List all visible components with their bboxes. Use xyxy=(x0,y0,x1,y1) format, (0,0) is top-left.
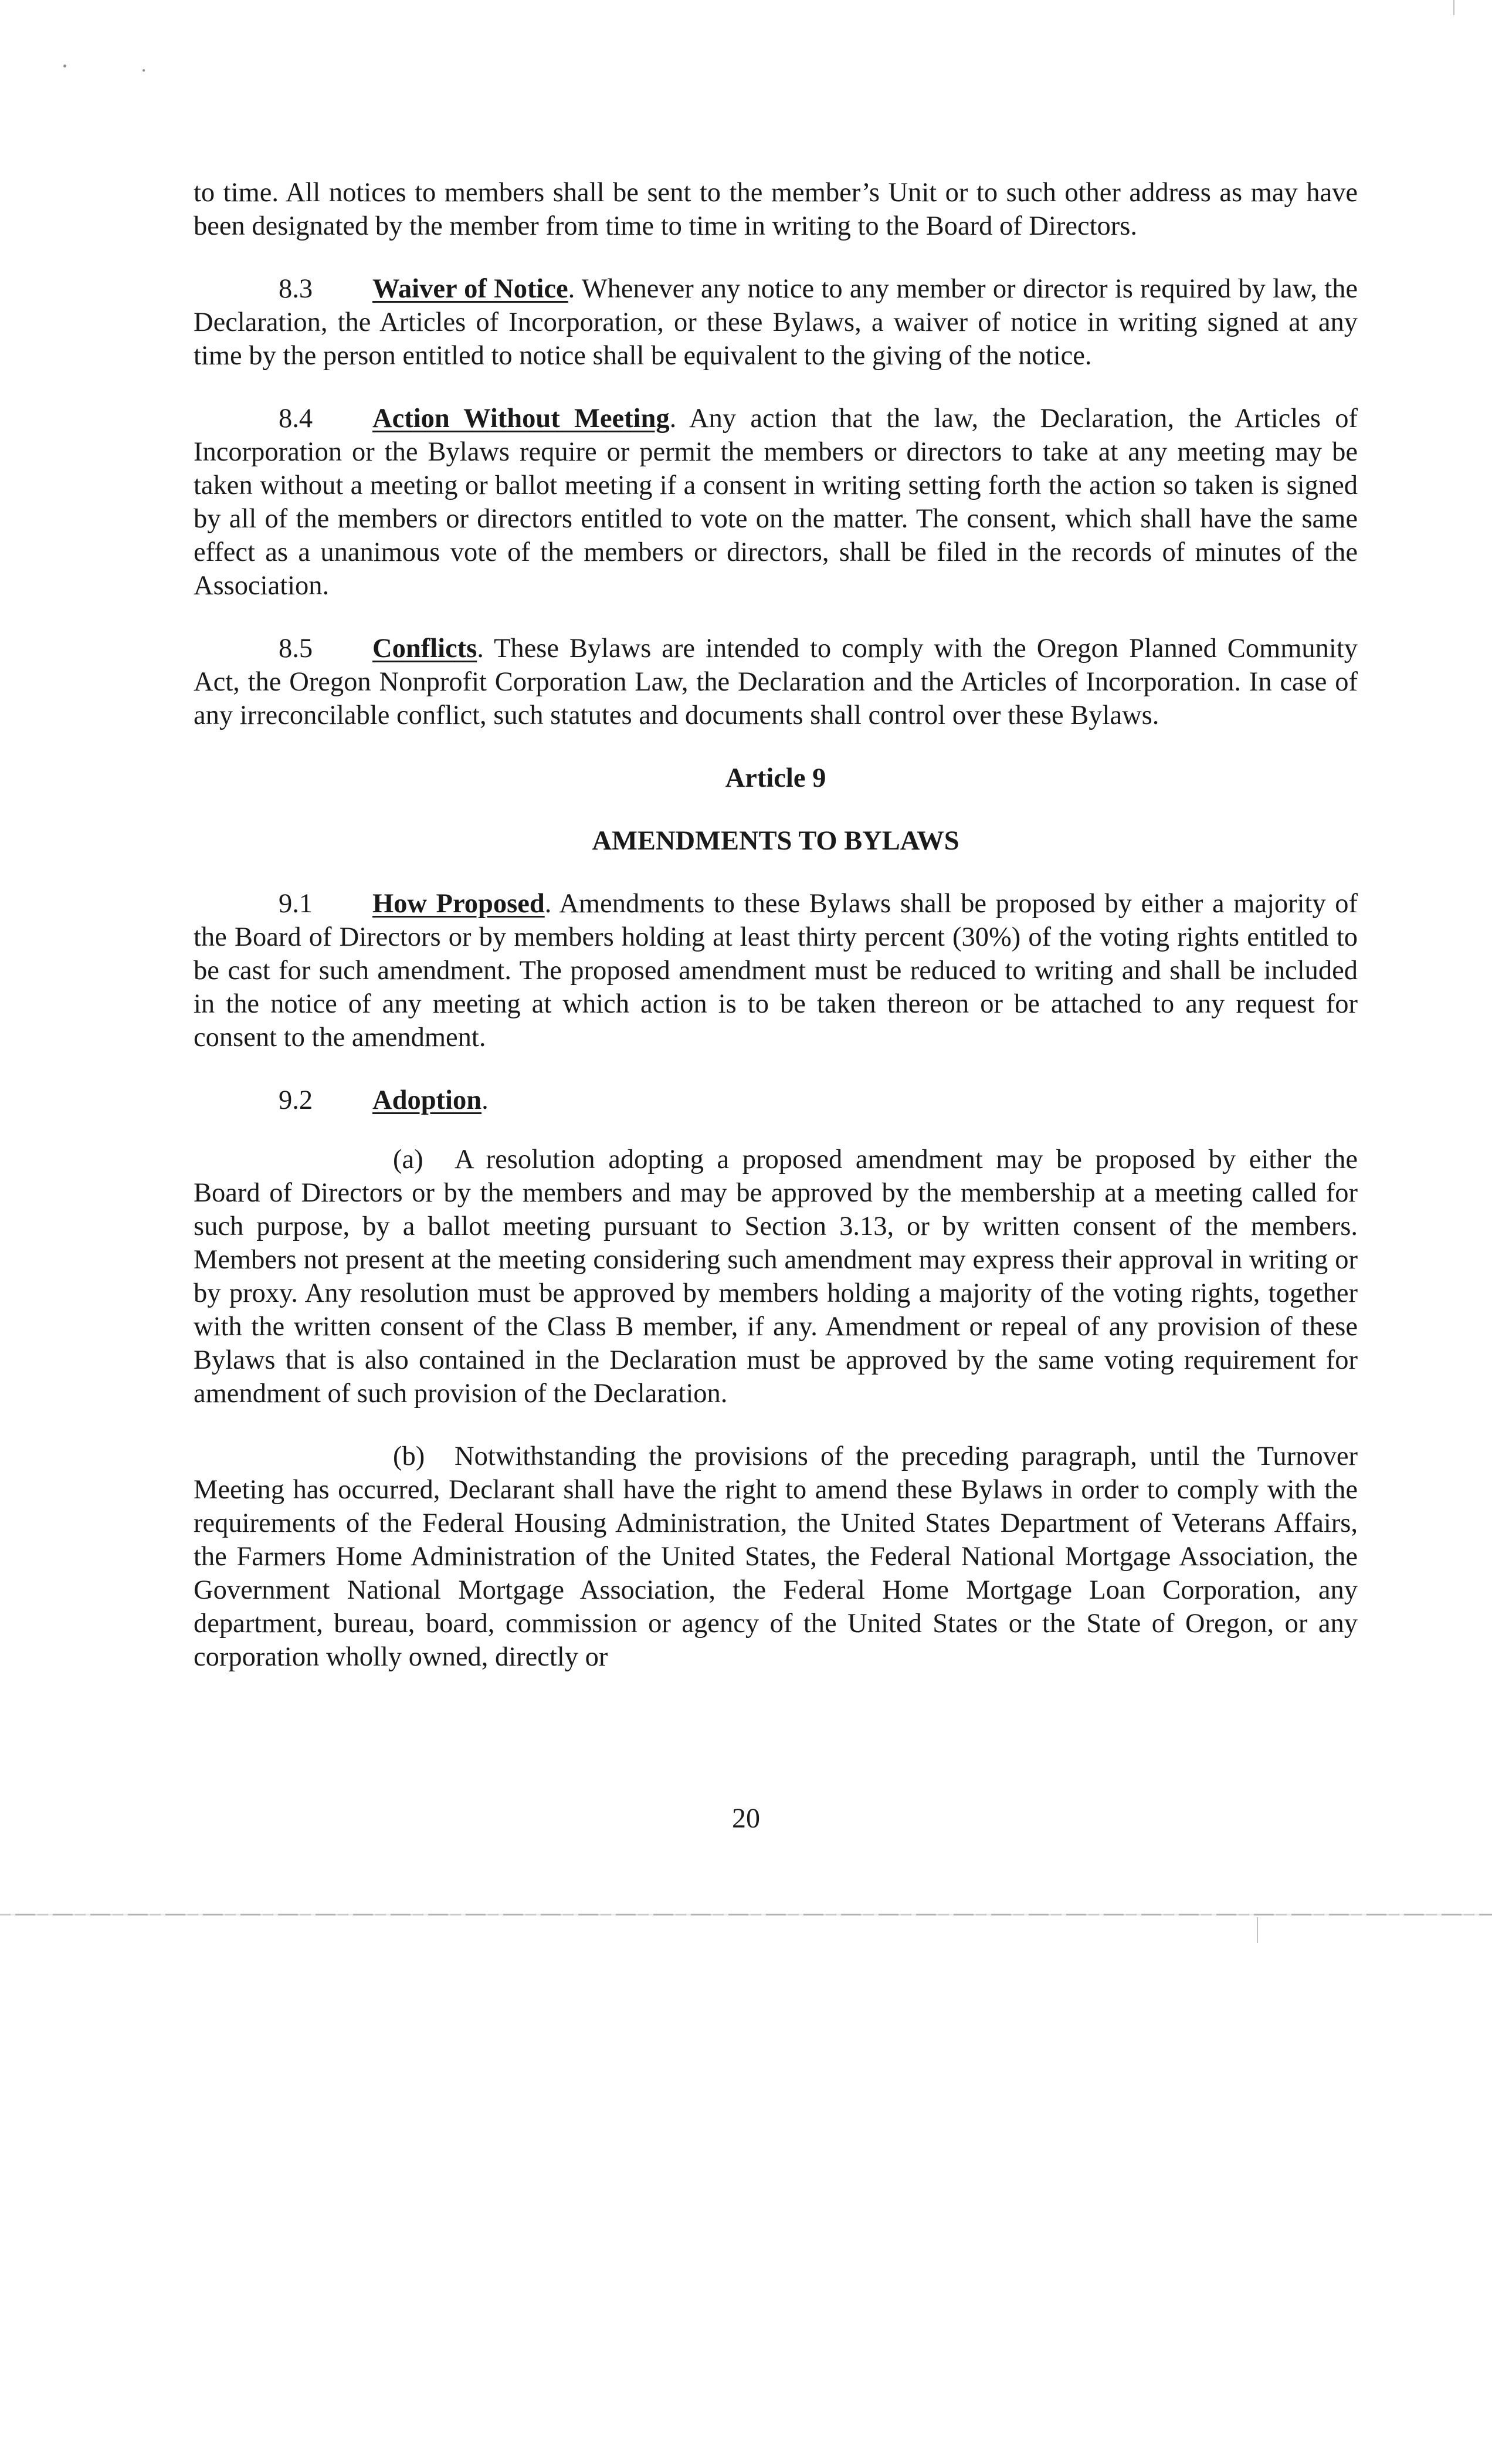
scan-speck xyxy=(63,65,66,67)
section-8-3 xyxy=(194,272,1358,373)
subsection-text: A resolution adopting a proposed amendment may be proposed by either the Board of Directors or by the members and may be approved by the membership at a meeting called for such purpose, by a ballot meeting pursuant to Section 3.13, or by written consent of the members. Members not present at the meeting considering such amendment may express their approval in writing or by proxy. Any resolution must be approved by members holding a majority of the voting rights, together with the written consent of the Class B member, if any. Amendment or repeal of any provision of these Bylaws that is also contained in the Declaration must be approved by the same voting requirement for amendment of such provision of the Declaration. xyxy=(194,1145,1358,1409)
section-text: . xyxy=(481,1085,489,1115)
section-number: 8.4 xyxy=(279,404,313,434)
section-heading: How Proposed xyxy=(372,889,545,919)
section-number: 9.2 xyxy=(279,1085,313,1115)
article-title: AMENDMENTS TO BYLAWS xyxy=(592,826,959,856)
document-body xyxy=(194,176,1358,1703)
page-number: 20 xyxy=(732,1803,760,1834)
section-9-2 xyxy=(194,1084,1358,1117)
scan-mark xyxy=(1453,0,1454,15)
section-text: . Whenever any notice to any member or director is required by law, the Declaration, the Articles of Incorporation, or these Bylaws, a waiver of notice in writing signed at any time by the person entitled to notice shall be equivalent to the giving of the notice. xyxy=(194,274,1358,371)
section-heading: Adoption xyxy=(372,1085,482,1115)
section-text: . Any action that the law, the Declaration, the Articles of Incorporation or the Bylaws require or permit the members or directors to take at any meeting may be taken without a meeting or ballot meeting if a consent in writing setting forth the action so taken is signed by all of the members or directors entitled to vote on the matter. The consent, which shall have the same effect as a unanimous vote of the members or directors, shall be filed in the records of minutes of the Association. xyxy=(194,404,1358,601)
subsection-9-2-a xyxy=(194,1143,1358,1410)
section-8-4 xyxy=(194,402,1358,603)
subsection-label: (a) xyxy=(393,1145,423,1175)
scan-edge-line xyxy=(0,1914,1492,1915)
subsection-9-2-b xyxy=(194,1440,1358,1674)
section-number: 9.1 xyxy=(279,889,313,919)
scan-mark xyxy=(1257,1917,1258,1943)
section-text: . Amendments to these Bylaws shall be proposed by either a majority of the Board of Directors or by members holding at least thirty percent (30%) of the voting rights entitled to be cast for such amendment. The proposed amendment must be reduced to writing and shall be included in the notice of any meeting at which action is to be taken thereon or be attached to any request for consent to the amendment. xyxy=(194,889,1358,1052)
section-8-5 xyxy=(194,632,1358,732)
section-heading: Conflicts xyxy=(372,634,477,664)
subsection-label: (b) xyxy=(393,1441,425,1471)
scan-speck xyxy=(143,69,145,72)
section-heading: Action Without Meeting xyxy=(372,404,670,434)
section-text: . These Bylaws are intended to comply with the Oregon Planned Community Act, the Oregon Nonprofit Corporation Law, the Declaration and the Articles of Incorporation. In case of any irreconcilable conflict, such statutes and documents shall control over these Bylaws. xyxy=(194,634,1358,730)
article-label: Article 9 xyxy=(725,763,826,793)
section-number: 8.3 xyxy=(279,274,313,304)
section-number: 8.5 xyxy=(279,634,313,664)
subsection-text: Notwithstanding the provisions of the preceding paragraph, until the Turnover Meeting has occurred, Declarant shall have the right to amend these Bylaws in order to comply with the requirements of the Federal Housing Administration, the United States Department of Veterans Affairs, the Farmers Home Administration of the United States, the Federal National Mortgage Association, the Government National Mortgage Association, the Federal Home Mortgage Loan Corporation, any department, bureau, board, commission or agency of the United States or the State of Oregon, or any corporation wholly owned, directly or xyxy=(194,1441,1358,1672)
section-9-1 xyxy=(194,887,1358,1054)
paragraph-text: to time. All notices to members shall be sent to the member’s Unit or to such other address as may have been designated by the member from time to time in writing to the Board of Directors. xyxy=(194,178,1358,241)
section-heading: Waiver of Notice xyxy=(372,274,568,304)
paragraph-continued xyxy=(194,176,1358,243)
